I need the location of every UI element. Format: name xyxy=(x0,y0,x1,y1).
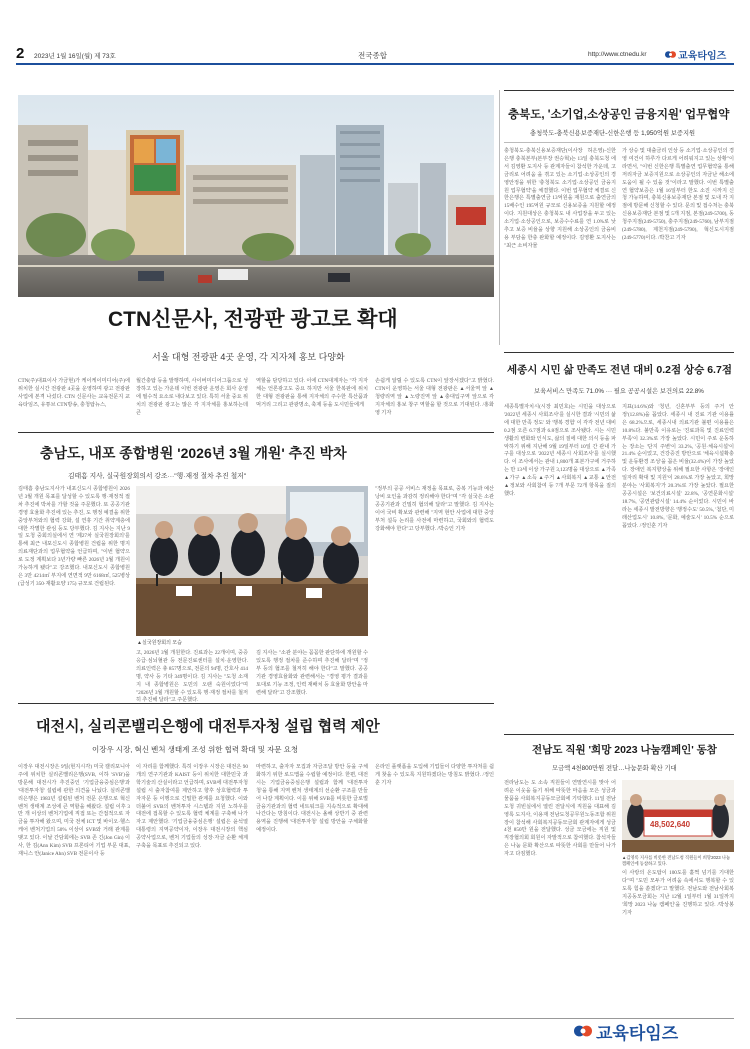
lead-col-4: 손쉽게 알릴 수 있도록 CTN이 앞장서겠다"고 밝혔다. CTN이 운영하는 서울 대형 전광판은 ▲서울역 앞 ▲청량리역 앞 ▲노량진역 앞 ▲충대입구역 앞으로 각 지자체의 홍보 창구 역할을 할 것으로 기대된다. /홍화영 기자 xyxy=(375,378,494,416)
left-mid-col-1: 김태흠 충남도지사가 내포신도시 종합병원이 2026년 3월 개원 목표를 달성할 수 있도록 행·재정적 절차 추진에 박차를 가할 것을 주문했다. 또 공공기관 경영 효율화 추진에 있는 추진, 도 행정 예결을 위한 중앙부처와의 협력 강화, 설 연휴 기간 취약계층에 대한 각별한 관심 등도 당부했다. 김 지사는 지난 9일 도청 중회의실에서 연 '제27차 실국원장회의'를 통해 최근 내포신도시 종합병원 건립을 위한 명지의료재단과의 업무협약을 언급하며, "이번 협약으로 도정 계획보다 3년가량 빠른 2026년 3월 개원이 가능하게 됐다"고 강조했다. 내포신도시 종합병원은 3만 4214㎡ 부지에 연면적 9만 6168㎡, 525병상(급성기 350·재활요양 175) 규모로 건립된다. xyxy=(18,486,130,587)
left-mid-rule xyxy=(18,432,494,433)
right-top-col-2: 가 상승 및 대출금리 인상 등 소기업·소상공인의 경영 여건이 하루가 다르게 어려워지고 있는 상황"이라면서, "이번 신한은행 특별출연 업무협약을 통해 저리자금 보증지원으로 소상공인의 자금난 해소에 도움이 될 수 있을 것"이라고 말했다. 이번 특별출연 협약보증은 1월 16일부터 한도 소진 시까지 신청 가능하며, 충북신용보증재단 본점 및 도내 각 지점에 방문해 신청할 수 있다. 문의 및 접수처는 충북신용보증재단 본점 및 5개 지점, 본점(249-5700), 동청주지점(249-5750), 충주지점(249-5760), 남부지점(249-5780), 제천지점(249-5790), 혁신도시지점(249-5770)이다. /박찬고 기자 xyxy=(622,148,734,241)
ceremony-photo-caption: ▲김영록 지사를 비롯한 전남도청 직원들이 희망2023 나눔캠페인에 동참하고 있다. xyxy=(622,855,731,866)
lead-subheadline: 서울 대형 전광판 4곳 운영, 각 지자체 홍보 다양화 xyxy=(152,352,345,362)
page-number: 2 xyxy=(16,45,25,62)
brand-name: 교육타임즈 xyxy=(678,50,727,62)
meeting-photo-caption: ▲실국원장회의 모습 xyxy=(137,640,182,646)
right-top-rule xyxy=(504,90,734,91)
left-mid-col-3: 김 지사는 "소관 분야는 꼼꼼한 판단하에 개원할 수 있도록 행정 절차를 준수하며 추진해 달라"며 "정부 등의 협조를 철저히 해야 한다"고 말했다. 공공기관 경영효율화와 관련해서는 "경영 평가 결과를 토대로 기능 조정, 인력 재배치 등 효율화 방안을 마련해 달라"고 강조했다. xyxy=(256,650,368,696)
bottom-right-col-1: 전라남도는 도 소속 직원들이 연말연시를 맞아 어려운 이웃을 돕기 위해 따뜻한 마음을 모은 성금과 물품을 사회복지공동모금회에 기탁했다. 11일 전남도청 귀빈실에서 열린 전달식에 직원을 대표해 김영록 도지사, 이용재 전남도청공무원노동조합 위원장이 참석해 사회복지공동모금회 관계자에게 성금 4천 850만 원을 전달했다. 성금 모금에는 직원 및 직장협의회 회원이 자발적으로 참여했다. 참석자들은 나눔 문화 확산으로 따뜻한 사회를 만들어 나가자고 다짐했다. xyxy=(504,780,616,858)
left-mid-col-2: 고, 2026년 3월 개원한다. 진료과는 22개이며, 중증응급·심뇌혈관 등 전문진료센터를 설치·운영한다. 의료인력은 총 857명으로, 전문의 94명, 간호사 414명, 약사 등 기타 349명이다. 김 지사는 "도청 소재지 내 종합병원은 도민의 오랜 숙원이었다"며 "2026년 3월 개원할 수 있도록 행·재정 절차를 철저히 추진해 달라"고 주문했다. xyxy=(136,650,248,704)
issue-date: 2023년 1월 16일(월) 제 73호 xyxy=(34,53,116,60)
bottom-right-col-2: 이 사랑의 온도탑이 100도를 훌쩍 넘기를 기대한다"며 "도민 모두가 어려움 속에서도 행복할 수 있도록 힘을 쏟겠다"고 말했다. 전남도와 전남사회복지공동모금회는 지난 12월 1일부터 1월 31일까지 '희망 2023 나눔 캠페인'을 진행하고 있다. /박상봉 기자 xyxy=(622,870,734,916)
bottom-left-rule xyxy=(18,703,494,704)
lead-col-2: 월간충탑 등을 발행하며, 사이버미디어그룹으로 성장하고 있는 가운데 이번 전광판 운영은 회사 운영에 필수적 요소로 내다보고 있다. 특히 서울 중요 위치의 전광판 광고는 많은 각 지자체를 홍보하는데 큰 xyxy=(136,378,248,416)
bottom-left-col-4: 온라인 플랫폼을 도입해 기업들이 다양한 투자처를 쉽게 찾을 수 있도록 지원하겠다는 방침도 밝혔다. /정인훈 기자 xyxy=(375,764,494,786)
lead-headline: CTN신문사, 전광판 광고로 확대 xyxy=(108,308,398,331)
right-mid-col-1: 세종특별자치시(시장 최민호)는 시민을 대상으로 '2022년 세종시 사회조사'를 실시한 결과 '시민의 삶에 대한 만족 정도' 와 '행복 경험' 이 각각 전년 대비 0.2점 오른 6.7점과 6.8점으로 조사됐다. 시는 시민 생활의 변화와 인식도, 삶의 질에 대한 의식 등을 파악하기 위해 지난해 9월 19일부터 10일 간 관내 가구를 대상으로 '2022년 세종시 사회조사'를 실시했다. 이 조사에서는 관내 1,800개 표본가구에 거주하는 만 13세 이상 가구원 3,123명을 대상으로 ▲가족 ▲가구 ▲소득 ▲주거 ▲사회복지 ▲교통 ▲안전 ▲정보와 사회참여 등 7개 부문 72개 항목을 질의했다. xyxy=(504,404,616,497)
masthead-rule xyxy=(16,63,734,65)
left-mid-subheadline: 김태흠 지사, 실국원장회의서 강조···"행·재정 절차 추진 철저" xyxy=(68,473,247,480)
lead-photo xyxy=(18,95,494,297)
right-top-col-1: 충청북도-충북신용보증재단(이사장 허은영)-신한은행 충북본부(본부장 권승혁)는 13일 충북도청 에서 김영환 도지사 등 관계자들이 참석한 가운데, 고금리로 어려움 을 겪고 있는 소기업·소상공인의 경영안정을 위한 '충청북도 소기업·소상공인 금융지원 업무협약'을 체결했다. 이번 업무협약 체결로 신한은행은 특별출연금 13억원을 재원으로 출연금의 15배수인 195억원 규모로 신용보증을 지원할 예정이다. 지원대상은 충청북도 내 사업장을 두고 있는 소기업·소상공인으로, 보증수수료를 연 1.0%로 낮추고 보증 비율을 상향 지원해 소상공인의 금융비용 부담을 한층 완화할 예정이다. 김영환 도지사는 "최근 소비자물 xyxy=(504,148,616,249)
right-mid-subheadline: 보육서비스 만족도 71.0% ··· 필요 공공시설은 보건의료 22.8% xyxy=(534,388,704,395)
masthead-url[interactable]: http://www.ctnedu.kr xyxy=(588,51,647,58)
check-amount: 48,502,640 xyxy=(650,820,691,829)
bottom-left-col-2: 이 자리를 함께했다. 특히 이장우 시장은 대전은 90개의 연구기관과 KAIST 등이 위치한 대한민국 과학기술의 산실이라고 언급하며, SVB에 대전투자청 설립 시 출자참여를 제안하고 향후 상호협력과 투자자문 등 이행으로 긴밀한 관계를 요청했다. 이와 더불어 SVB의 벤처투자 시스템과 지원 노하우를 대전에 접목할 수 있도록 협력 체계를 구축해 나가자고 제안했다. '기업금융중심은행' 설립은 윤석열 대통령의 지역공약이자, 이장우 대전시장의 핵심 공약사업으로, 벤처 기업들의 성장·자금 순환 체계 구축을 목표로 추진되고 있다. xyxy=(136,764,248,850)
bottom-right-subheadline: 모금액 4천800만원 전달…나눔문화 확산 기대 xyxy=(552,765,677,772)
right-top-sub-rule xyxy=(504,142,734,143)
brand-logo xyxy=(665,47,726,61)
right-top-subheadline: 충청북도-충북신용보증재단-신한은행 등 1,950억원 보증지원 xyxy=(530,130,696,137)
meeting-photo xyxy=(136,486,368,636)
right-mid-col-2: 지표(14.6%)와 '청년, 신혼부부 등의 주거 안정'(12.8%)을 꼽았다. 세종시 내 진료 기관 이용률은 68.2%으로, 세종시내 의료기관 불편 이용률은 10.8%다. 불만족 이유로는 '진료과목 및 진료인력 부족'이 32.3%로 가장 높았다. 시민이 주로 운동하는 장소는 '단지 주변'이 33.2%, '공원·체육시설'이 21.4% 순이었고, 건강증진 방안으로 '체육시설확충 및 운동환경 조성'을 꼽은 비율(32.4%)이 가장 높았다. 장애인 복지향상을 위해 필요한 사항은 '장애인 일자리 확대 및 지원'이 28.6%로 가장 높았고, 희망 분야는 '사회복지'가 20.3%로 가장 높았다. 필요한 공공시설은 '보건의료시설' 22.8%, '공연문화시설' 18.7%, '공연관람시설' 14.4% 순이었다. 시민이 바라는 세종시 발전방향은 '행정수도' 50.5%, '첨단, 미래산업도시' 10.8%, '문화, 예술도시' 10.5% 순으로 꼽았다. /정인훈 기자 xyxy=(622,404,734,529)
left-mid-headline: 충남도, 내포 종합병원 '2026년 3월 개원' 추진 박차 xyxy=(40,445,347,461)
footer-brand: 교육타임즈 xyxy=(596,1023,679,1043)
lead-col-1: CTN(주)대표이사 가금현)가 케이케이미디어(주)에 위치한 실시간 전광판 4곳을 운영하며 광고 전광판 사업에 본격 나섰다. CTN 신문사는 교육전문지 교육타임즈, 유튜브 CTN방송, 충청탑뉴스, xyxy=(18,378,130,408)
bottom-left-col-3: 마련하고, 출자자 모집과 자금조달 방안 등을 구체화하기 위한 로드맵을 수립할 예정이다. 한편, 대전시는 기업금융중심은행 설립과 함께 '대전투자청'을 통해 지역 벤처 생태계의 선순환 구조를 만들어 나갈 계획이다. 이를 위해 SVB를 비롯한 글로벌 금융기관과의 협력 네트워크를 지속적으로 확대해 나간다는 방침이다. 대전시는 올해 상반기 중 관련 용역을 진행해 '대전투자청' 설립 방안을 구체화할 예정이다. xyxy=(256,764,368,834)
bottom-right-rule xyxy=(504,734,734,735)
lead-col-3: 역할을 담당하고 있다. 이에 CTN대계자는 "각 지자체는 언론광고도 중요 하지만 서울 한복판에 위치한 대형 전광판을 통해 지자체의 주수한 특산품과 먹거리 그리고 관광명소, 축제 등을 도시민들에게 xyxy=(256,378,368,408)
bottom-left-headline: 대전시, 실리콘밸리은행에 대전투자청 설립 협력 제안 xyxy=(36,718,380,735)
bottom-left-col-1: 이장우 대전시장은 9일(현지시각) 미국 캘리포니아주에 위치한 실리콘밸리은행(SVB, 이하 'SVB')을 방문해 대전시가 추진중인 '기업금융중심은행'과 '대전투자청' 설립에 관한 의견을 나눴다. 실리콘밸리은행은 1983년 설립된 벤처 전문 은행으로 혁신 벤처 생태계 조성에 큰 역할을 해왔다. 설립 이후 3만 개 이상의 벤처기업에 직접 또는 간접적으로 자금을 투자해 왔으며, 미국 전체 ICT 및 바이오·헬스케어 벤처기업의 50% 이상이 SVB와 거래 관계를 맺고 있다. 이날 간담회에는 SVB 존 긴(Jon Gin) 이사, 한 김(Ann Kim) SVB 프론티어 기업 부문 대표, 재니스 안(Janice Ahn) SVB 전문이사 등 xyxy=(18,764,130,857)
left-mid-col-4: "정부의 공공 서비스 재정을 목표로, 중복 기능과 예산 낭비 요인을 과감히 정리해야 한다"며 "각 실국은 소관 공공기관과 긴밀히 협의해 달라"고 말했다. 김 지사는 이어 국비 확보와 관련해 "지역 현안 사업에 대한 중앙부처 설득 논리를 사전에 마련하고, 국회와의 협력도 강화해야 한다"고 당부했다. /박승인 기자 xyxy=(375,486,494,532)
section-name: 전국종합 xyxy=(358,51,387,60)
bottom-right-headline: 전남도 직원 '희망 2023 나눔캠페인' 동참 xyxy=(532,744,717,756)
footer-logo-mark-icon xyxy=(574,1022,592,1040)
bottom-left-subheadline: 이장우 시장, 혁신 벤처 생태계 조성 위한 협력 확대 및 자문 요청 xyxy=(92,745,299,754)
column-divider xyxy=(499,90,500,345)
logo-mark-icon xyxy=(665,49,676,60)
footer-logo xyxy=(574,1018,678,1044)
ceremony-photo xyxy=(622,780,734,852)
right-mid-headline: 세종시 시민 삶 만족도 전년 대비 0.2점 상승 6.7점 xyxy=(507,364,732,376)
right-mid-rule xyxy=(504,352,734,353)
right-top-headline: 충북도, '소기업,소상공인 금융지원' 업무협약 xyxy=(508,109,730,121)
